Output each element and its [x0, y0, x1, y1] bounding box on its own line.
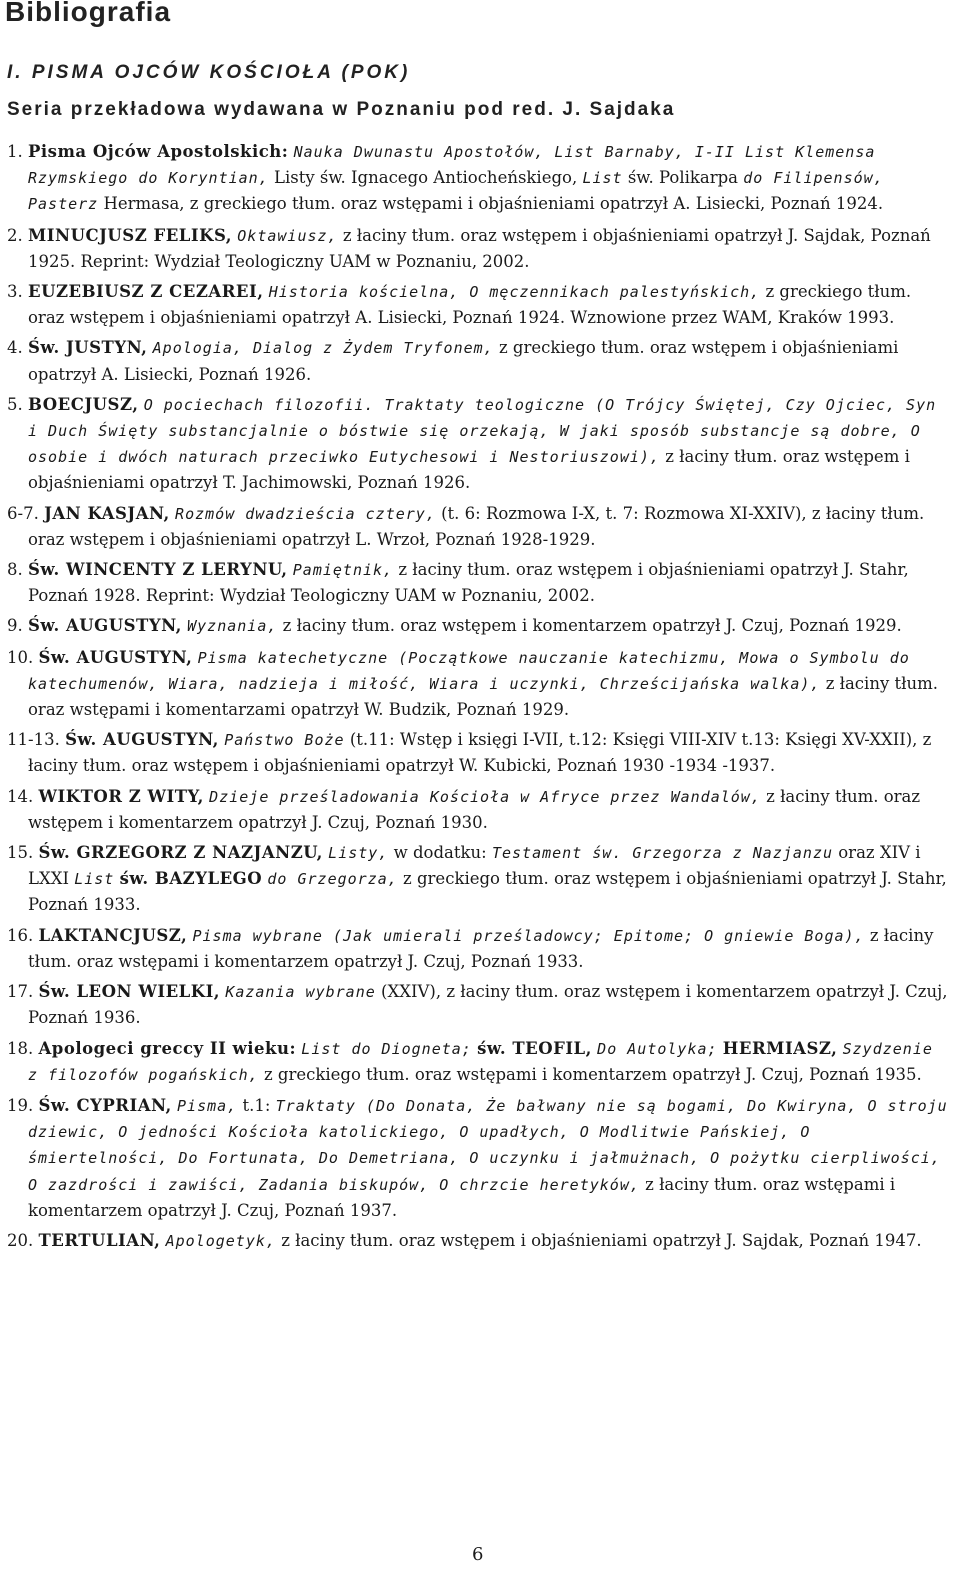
entry-author: Św. AUGUSTYN, [38, 647, 193, 667]
entry-author: BOECJUSZ, [28, 394, 139, 414]
entry-details: Listy św. Ignacego Antiocheńskiego, [274, 168, 578, 188]
entry-author: Św. AUGUSTYN, [65, 730, 219, 750]
entry-author: Św. CYPRIAN, [38, 1095, 172, 1115]
entry-author: św. BAZYLEGO [119, 869, 263, 889]
bibliography-list [7, 139, 952, 1259]
entry-number: 19. [7, 1095, 34, 1115]
bibliography-entry [7, 501, 952, 552]
entry-number: 14. [7, 786, 34, 806]
bibliography-entry [7, 840, 952, 918]
entry-title: Traktaty (Do Donata, Że bałwany nie są bogami, Do Kwiryna, O stroju dziewic, O jedności Kościoła katolickiego, O upadłych, O Modlitwie Pańskiej, O śmiertelności, Do Fortunata, Do Demetriana, O uczynku i jałmużnach, O pożytku cierpliwości, O zazdrości i zawiści, Zadania biskupów, O chrzcie heretyków, [28, 1096, 948, 1194]
entry-title: O pociechach filozofii. Traktaty teologiczne (O Trójcy Świętej, Czy Ojciec, Syn i Duch Święty substancjalnie o bóstwie się orzekają, W jaki sposób substancje są dobre, O osobie i dwóch naturach przeciwko Eutychesowi i Nestoriuszowi), [28, 395, 937, 467]
entry-details: z łaciny tłum. oraz wstępem i objaśnieniami opatrzył J. Sajdak, Poznań 1925. Reprint: Wydział Teologiczny UAM w Poznaniu, 2002. [28, 225, 931, 271]
entry-number: 20. [7, 1230, 34, 1250]
entry-author: Pisma Ojców Apostolskich: [28, 142, 289, 161]
entry-author: JAN KASJAN, [44, 503, 170, 523]
bibliography-entry [7, 979, 952, 1030]
entry-title: Apologia, Dialog z Żydem Tryfonem, [152, 339, 494, 358]
entry-title: Pisma, [177, 1096, 238, 1115]
entry-title: Wyznania, [187, 617, 278, 636]
entry-title: Rozmów dwadzieścia cztery, [175, 504, 436, 523]
page-number: 6 [472, 1544, 484, 1565]
series-heading: I. PISMA OJCÓW KOŚCIOŁA (POK) [7, 62, 411, 83]
entry-details: t.1: [242, 1095, 271, 1115]
entry-details: z łaciny tłum. oraz wstępem i komentarzem opatrzył J. Czuj, Poznań 1930. [28, 786, 921, 832]
entry-number: 3. [7, 282, 23, 302]
bibliography-entry [7, 727, 952, 778]
entry-details: oraz XIV i LXXI [28, 843, 921, 889]
entry-details: z łaciny tłum. oraz wstępami i komentarzami opatrzył W. Budzik, Poznań 1929. [28, 673, 939, 720]
entry-details: z łaciny tłum. oraz wstępami i komentarzem opatrzył J. Czuj, Poznań 1933. [28, 925, 934, 971]
entry-details: (t.11: Wstęp i księgi I-VII, t.12: Księgi VIII-XIV t.13: Księgi XV-XXII), z łaciny tłum. oraz wstępem i objaśnieniami opatrzył W. Kubicki, Poznań 1930 -1934 -1937. [28, 730, 932, 776]
entry-number: 5. [7, 394, 23, 414]
entry-title: Szydzenie z filozofów pogańskich, [28, 1039, 933, 1084]
entry-details: z łaciny tłum. oraz wstępem i objaśnieniami opatrzył T. Jachimowski, Poznań 1926. [28, 447, 910, 493]
entry-number: 10. [7, 647, 34, 667]
entry-details: z łaciny tłum. oraz wstępem i objaśnieniami opatrzył J. Stahr, Poznań 1928. Reprint: Wydział Teologiczny UAM w Poznaniu, 2002. [28, 560, 909, 606]
entry-author: LAKTANCJUSZ, [38, 925, 188, 945]
entry-number: 18. [7, 1038, 34, 1058]
entry-author: MINUCJUSZ FELIKS, [28, 225, 233, 245]
entry-number: 4. [7, 338, 23, 358]
entry-title: List [74, 870, 115, 889]
entry-number: 9. [7, 616, 23, 636]
entry-title: Testament św. Grzegorza z Nazjanzu [491, 844, 833, 863]
entry-number: 16. [7, 925, 34, 945]
entry-author: Św. WINCENTY Z LERYNU, [28, 560, 288, 580]
bibliography-entry [7, 139, 952, 218]
entry-details: Hermasa, z greckiego tłum. oraz wstępami i objaśnieniami opatrzył A. Lisiecki, Poznań 1924. [103, 194, 884, 214]
entry-details: z greckiego tłum. oraz wstępem i objaśnieniami opatrzył A. Lisiecki, Poznań 1926. [28, 338, 899, 384]
entry-author: Św. AUGUSTYN, [28, 616, 182, 636]
entry-number: 15. [7, 843, 34, 863]
entry-details: z greckiego tłum. oraz wstępem i objaśnieniami opatrzył J. Stahr, Poznań 1933. [28, 869, 947, 915]
entry-title: Pamiętnik, [292, 561, 394, 580]
entry-title: Listy, [328, 844, 389, 863]
entry-title: do Grzegorza, [267, 870, 398, 889]
entry-author: Św. LEON WIELKI, [38, 982, 221, 1002]
entry-details: (XXIV), z łaciny tłum. oraz wstępem i komentarzem opatrzył J. Czuj, Poznań 1936. [28, 982, 948, 1028]
entry-title: Do Autolyka; [597, 1039, 718, 1058]
entry-title: do Filipensów, Pasterz [28, 169, 884, 214]
entry-number: 6-7. [7, 503, 39, 523]
bibliography-entry [7, 392, 952, 496]
entry-author: WIKTOR Z WITY, [38, 786, 204, 806]
bibliography-entry [7, 1093, 952, 1223]
entry-number: 17. [7, 982, 34, 1002]
entry-details: św. Polikarpa [627, 168, 739, 188]
bibliography-entry [7, 223, 952, 274]
entry-details: z łaciny tłum. oraz wstępami i komentarzem opatrzył J. Czuj, Poznań 1937. [28, 1174, 896, 1220]
entry-author: Św. GRZEGORZ Z NAZJANZU, [38, 843, 323, 863]
bibliography-entry [7, 784, 952, 835]
series-subheading: Seria przekładowa wydawana w Poznaniu pod red. J. Sajdaka [7, 99, 676, 120]
bibliography-entry [7, 1228, 952, 1254]
entry-details: z łaciny tłum. oraz wstępem i objaśnieniami opatrzył J. Sajdak, Poznań 1947. [281, 1230, 922, 1250]
entry-author: TERTULIAN, [38, 1230, 161, 1250]
entry-title: Kazania wybrane [225, 983, 376, 1002]
entry-title: List [582, 169, 623, 188]
entry-title: Nauka Dwunastu Apostołów, List Barnaby, I-II List Klemensa Rzymskiego do Koryntian, [28, 143, 876, 188]
entry-details: z greckiego tłum. oraz wstępem i objaśnieniami opatrzył A. Lisiecki, Poznań 1924. Wznowione przez WAM, Kraków 1993. [28, 282, 912, 328]
entry-number: 2. [7, 225, 23, 245]
bibliography-entry [7, 613, 952, 639]
bibliography-entry [7, 923, 952, 974]
entry-title: Oktawiusz, [237, 226, 338, 245]
entry-author: Św. JUSTYN, [28, 338, 148, 358]
entry-number: 1. [7, 142, 23, 161]
entry-author: HERMIASZ, [722, 1038, 838, 1058]
entry-title: Pisma katechetyczne (Początkowe nauczanie katechizmu, Mowa o Symbolu do katechumenów, Wiara, nadzieja i miłość, Wiara i uczynki, Chrześcijańska walka), [28, 648, 910, 693]
entry-title: Apologetyk, [165, 1231, 276, 1250]
bibliography-entry [7, 557, 952, 608]
entry-details: z greckiego tłum. oraz wstępami i komentarzem opatrzył J. Czuj, Poznań 1935. [263, 1064, 922, 1084]
entry-details: w dodatku: [393, 843, 487, 863]
entry-author: EUZEBIUSZ Z CEZAREI, [28, 282, 264, 302]
entry-title: List do Diogneta; [301, 1039, 472, 1058]
entry-title: Państwo Boże [224, 731, 345, 750]
entry-author: św. TEOFIL, [477, 1038, 592, 1058]
entry-title: Dzieje prześladowania Kościoła w Afryce przez Wandalów, [209, 787, 761, 806]
entry-details: z łaciny tłum. oraz wstępem i komentarzem opatrzył J. Czuj, Poznań 1929. [282, 616, 902, 636]
bibliography-entry [7, 1036, 952, 1088]
bibliography-entry [7, 645, 952, 723]
entry-number: 8. [7, 560, 23, 580]
entry-details: (t. 6: Rozmowa I-X, t. 7: Rozmowa XI-XXIV), z łaciny tłum. oraz wstępem i objaśnieniami opatrzył L. Wrzoł, Poznań 1928-1929. [28, 503, 925, 549]
bibliography-entry [7, 335, 952, 386]
page-title: Bibliografia [5, 0, 172, 27]
entry-number: 11-13. [7, 730, 60, 750]
bibliography-entry [7, 279, 952, 330]
entry-title: Pisma wybrane (Jak umierali prześladowcy; Epitome; O gniewie Boga), [192, 926, 865, 945]
entry-title: Historia kościelna, O męczennikach palestyńskich, [268, 283, 761, 302]
entry-author: Apologeci greccy II wieku: [38, 1038, 297, 1058]
